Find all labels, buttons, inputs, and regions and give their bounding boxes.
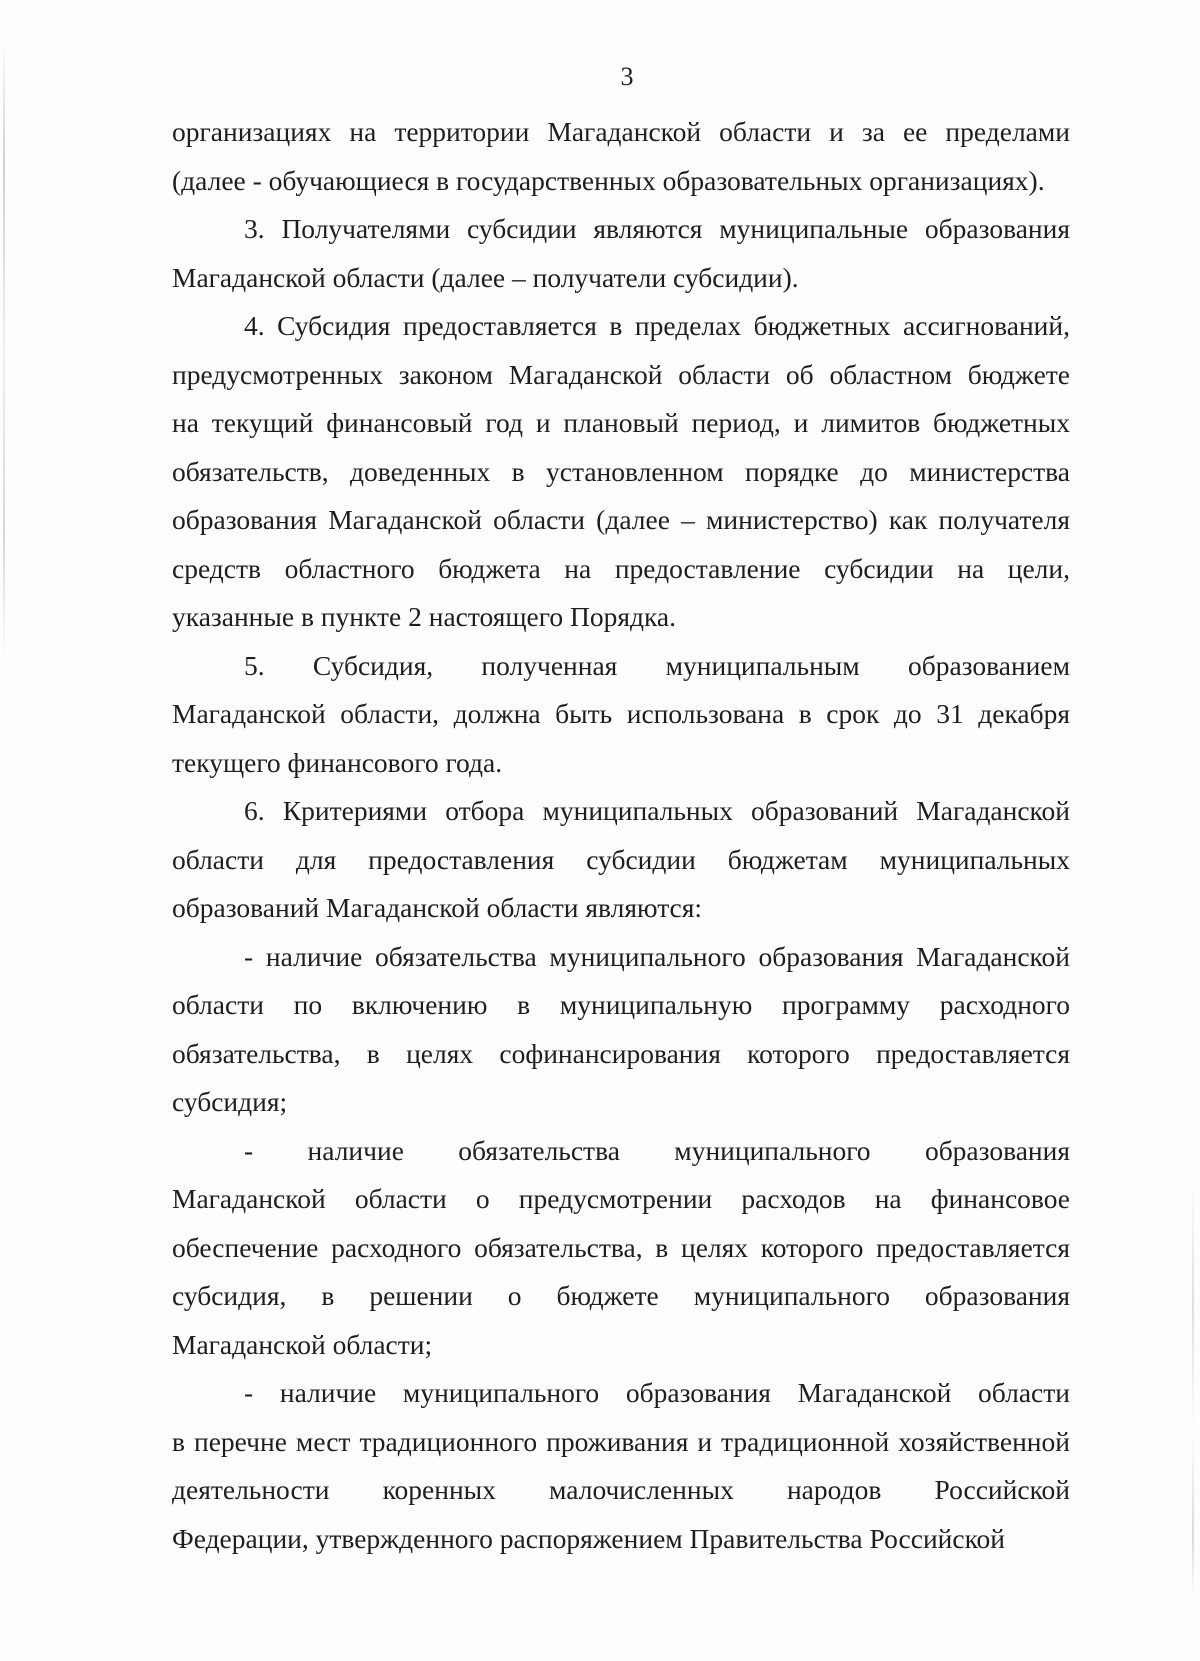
text-line: (далее - обучающиеся в государственных образовательных организациях). [172, 164, 1045, 196]
page-number: 3 [620, 62, 634, 91]
text-line: Федерации, утвержденного распоряжением Правительства Российской [172, 1522, 1006, 1554]
text-line: Магаданской области о предусмотрении расходов на финансовое [172, 1183, 1070, 1214]
text-line: 3. Получателями субсидии являются муниципальные образования [244, 213, 1070, 244]
text-line: - наличие обязательства муниципального образования [244, 1134, 1070, 1166]
text-line: текущего финансового года. [172, 746, 503, 778]
text-line: указанные в пункте 2 настоящего Порядка. [172, 601, 677, 632]
text-line: 6. Критериями отбора муниципальных образований Магаданской [244, 795, 1070, 826]
paragraph-p-cont [172, 108, 1070, 205]
text-line: средств областного бюджета на предоставление субсидии на цели, [172, 552, 1070, 584]
document-body [172, 108, 1070, 1563]
text-line: обязательства, в целях софинансирования которого предоставляется [172, 1037, 1070, 1069]
paragraph-p5 [172, 642, 1070, 788]
text-line: - наличие обязательства муниципального образования Магаданской [244, 940, 1070, 972]
text-line: Магаданской области, должна быть использована в срок до 31 декабря [172, 698, 1070, 729]
text-line: в перечне мест традиционного проживания и традиционной хозяйственной [172, 1425, 1070, 1457]
text-line: на текущий финансовый год и плановый период, и лимитов бюджетных [172, 407, 1070, 438]
paragraph-p4 [172, 302, 1070, 642]
text-line: Магаданской области (далее – получатели субсидии). [172, 261, 799, 293]
text-line: организациях на территории Магаданской области и за ее пределами [172, 116, 1070, 147]
text-line: субсидия, в решении о бюджете муниципального образования [172, 1280, 1070, 1311]
text-line: предусмотренных законом Магаданской области об областном бюджете [172, 358, 1070, 390]
paragraph-p6 [172, 787, 1070, 933]
text-line: обеспечение расходного обязательства, в целях которого предоставляется [172, 1231, 1070, 1263]
text-line: - наличие муниципального образования Магаданской области [244, 1377, 1070, 1408]
paragraph-p6-c [172, 1369, 1070, 1563]
text-line: 4. Субсидия предоставляется в пределах бюджетных ассигнований, [244, 310, 1070, 341]
scan-edge-shadow [3, 40, 5, 660]
text-line: Магаданской области; [172, 1328, 433, 1360]
text-line: образования Магаданской области (далее – министерство) как получателя [172, 504, 1070, 535]
paragraph-p6-b [172, 1127, 1070, 1370]
text-line: субсидия; [172, 1086, 288, 1117]
text-line: обязательств, доведенных в установленном порядке до министерства [172, 455, 1070, 487]
text-line: области по включению в муниципальную программу расходного [172, 989, 1070, 1020]
text-line: области для предоставления субсидии бюджетам муниципальных [172, 843, 1070, 875]
text-line: образований Магаданской области являются: [172, 892, 703, 923]
scan-edge-shadow-right [1192, 1180, 1194, 1600]
text-line: деятельности коренных малочисленных народов Российской [172, 1474, 1070, 1505]
text-line: 5. Субсидия, полученная муниципальным образованием [244, 649, 1070, 681]
paragraph-p3 [172, 205, 1070, 302]
paragraph-p6-a [172, 933, 1070, 1127]
